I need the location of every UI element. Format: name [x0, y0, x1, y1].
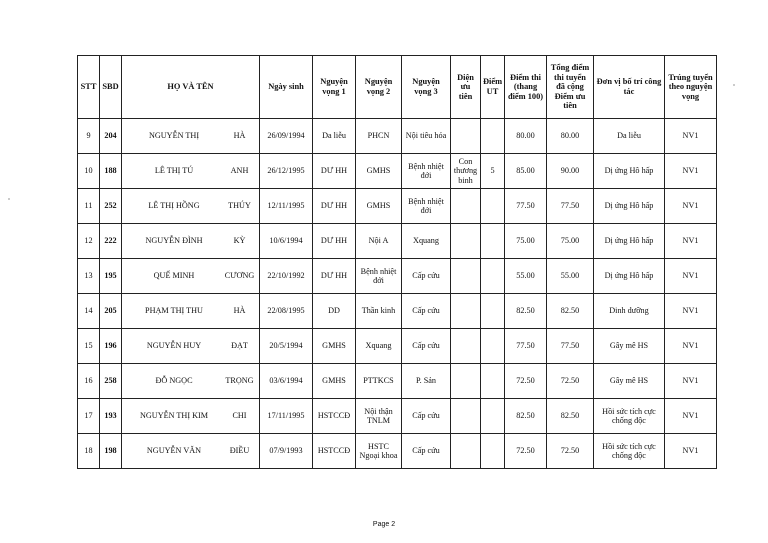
cell-stt: 17 [78, 399, 100, 434]
cell-dien-uu-tien [451, 294, 481, 329]
cell-ten: THÚY [228, 201, 251, 211]
cell-ho: NGUYỄN HUY [146, 341, 202, 351]
cell-ho-ten [122, 329, 260, 364]
cell-ho: NGUYỄN THỊ [148, 131, 200, 141]
cell-dien-uu-tien [451, 189, 481, 224]
cell-ho-ten [122, 189, 260, 224]
cell-sbd: 205 [100, 294, 122, 329]
header-row [78, 56, 717, 119]
cell-diem-ut [481, 259, 505, 294]
cell-nv2: PHCN [356, 119, 402, 154]
cell-ho: NGUYỄN THỊ KIM [139, 411, 209, 421]
cell-stt: 13 [78, 259, 100, 294]
cell-sbd: 188 [100, 154, 122, 189]
cell-ten: HÀ [233, 306, 246, 316]
page-number: Page 2 [372, 521, 396, 528]
cell-ngay-sinh: 26/12/1995 [260, 154, 313, 189]
cell-don-vi: Hồi sức tích cực chống độc [594, 399, 665, 434]
cell-sbd: 204 [100, 119, 122, 154]
cell-diem-ut: 5 [481, 154, 505, 189]
cell-nv3: P. Sản [402, 364, 451, 399]
cell-nv1: HSTCCĐ [313, 399, 356, 434]
cell-ho: LÊ THỊ HỒNG [148, 201, 200, 211]
cell-sbd: 222 [100, 224, 122, 259]
cell-ho-ten [122, 434, 260, 469]
cell-trung-tuyen: NV1 [665, 119, 717, 154]
cell-diem-thi: 77.50 [505, 189, 547, 224]
cell-don-vi: Gây mê HS [594, 329, 665, 364]
cell-nv3: Cấp cứu [402, 259, 451, 294]
cell-dien-uu-tien [451, 329, 481, 364]
cell-nv2: Nội A [356, 224, 402, 259]
cell-stt: 16 [78, 364, 100, 399]
cell-dien-uu-tien [451, 364, 481, 399]
cell-tong-diem: 82.50 [547, 294, 594, 329]
cell-diem-thi: 75.00 [505, 224, 547, 259]
cell-ngay-sinh: 26/09/1994 [260, 119, 313, 154]
cell-diem-thi: 85.00 [505, 154, 547, 189]
cell-nv2: HSTC Ngoại khoa [356, 434, 402, 469]
cell-dien-uu-tien [451, 434, 481, 469]
cell-don-vi: Dị ứng Hô hấp [594, 189, 665, 224]
cell-tong-diem: 55.00 [547, 259, 594, 294]
cell-ngay-sinh: 22/08/1995 [260, 294, 313, 329]
cell-nv2: Xquang [356, 329, 402, 364]
results-body [78, 119, 717, 469]
header-nv2: Nguyện vọng 2 [356, 56, 402, 119]
cell-don-vi: Dị ứng Hô hấp [594, 154, 665, 189]
table-row [78, 399, 717, 434]
cell-sbd: 196 [100, 329, 122, 364]
cell-trung-tuyen: NV1 [665, 329, 717, 364]
cell-nv2: PTTKCS [356, 364, 402, 399]
cell-trung-tuyen: NV1 [665, 224, 717, 259]
cell-don-vi: Dị ứng Hô hấp [594, 259, 665, 294]
cell-dien-uu-tien [451, 119, 481, 154]
cell-sbd: 193 [100, 399, 122, 434]
cell-stt: 11 [78, 189, 100, 224]
cell-nv3: Cấp cứu [402, 329, 451, 364]
cell-tong-diem: 82.50 [547, 399, 594, 434]
header-ho-ten: HỌ VÀ TÊN [122, 56, 260, 119]
header-dien-uu-tien: Diện ưu tiên [451, 56, 481, 119]
cell-diem-thi: 82.50 [505, 399, 547, 434]
cell-ho: QUẾ MINH [153, 271, 195, 281]
cell-trung-tuyen: NV1 [665, 154, 717, 189]
cell-diem-ut [481, 329, 505, 364]
cell-ngay-sinh: 03/6/1994 [260, 364, 313, 399]
cell-sbd: 198 [100, 434, 122, 469]
cell-ten: CHI [232, 411, 247, 421]
cell-diem-ut [481, 119, 505, 154]
cell-sbd: 258 [100, 364, 122, 399]
cell-dien-uu-tien [451, 259, 481, 294]
cell-nv1: DƯ HH [313, 154, 356, 189]
cell-ho-ten [122, 294, 260, 329]
cell-nv1: DD [313, 294, 356, 329]
cell-ngay-sinh: 12/11/1995 [260, 189, 313, 224]
cell-ho: PHẠM THỊ THU [145, 306, 203, 316]
table-row [78, 294, 717, 329]
cell-ten: HÀ [233, 131, 246, 141]
cell-trung-tuyen: NV1 [665, 364, 717, 399]
cell-ho: NGUYỄN ĐÌNH [145, 236, 203, 246]
cell-tong-diem: 72.50 [547, 434, 594, 469]
cell-tong-diem: 77.50 [547, 329, 594, 364]
cell-stt: 14 [78, 294, 100, 329]
cell-nv1: DƯ HH [313, 189, 356, 224]
cell-stt: 18 [78, 434, 100, 469]
cell-don-vi: Dị ứng Hô hấp [594, 224, 665, 259]
cell-ngay-sinh: 07/9/1993 [260, 434, 313, 469]
header-don-vi: Đơn vị bố trí công tác [594, 56, 665, 119]
cell-nv3: Cấp cứu [402, 434, 451, 469]
cell-stt: 12 [78, 224, 100, 259]
cell-ten: ĐIỀU [229, 446, 250, 456]
header-stt: STT [78, 56, 100, 119]
cell-ten: ĐẠT [231, 341, 248, 351]
header-ngay-sinh: Ngày sinh [260, 56, 313, 119]
cell-sbd: 252 [100, 189, 122, 224]
cell-ho-ten [122, 399, 260, 434]
cell-nv2: Thần kinh [356, 294, 402, 329]
cell-ten: TRỌNG [225, 376, 254, 386]
table-row [78, 154, 717, 189]
table-row [78, 189, 717, 224]
cell-stt: 9 [78, 119, 100, 154]
cell-diem-thi: 72.50 [505, 364, 547, 399]
cell-don-vi: Da liễu [594, 119, 665, 154]
cell-ho: LÊ THỊ TÚ [154, 166, 194, 176]
cell-nv3: Nội tiêu hóa [402, 119, 451, 154]
cell-ho-ten [122, 154, 260, 189]
cell-trung-tuyen: NV1 [665, 189, 717, 224]
cell-ngay-sinh: 20/5/1994 [260, 329, 313, 364]
cell-tong-diem: 77.50 [547, 189, 594, 224]
cell-nv2: GMHS [356, 189, 402, 224]
cell-ngay-sinh: 17/11/1995 [260, 399, 313, 434]
cell-trung-tuyen: NV1 [665, 434, 717, 469]
scan-speck [733, 84, 735, 86]
header-sbd: SBD [100, 56, 122, 119]
cell-nv3: Bệnh nhiệt đới [402, 154, 451, 189]
cell-stt: 10 [78, 154, 100, 189]
cell-diem-thi: 82.50 [505, 294, 547, 329]
header-nv3: Nguyện vọng 3 [402, 56, 451, 119]
cell-nv3: Xquang [402, 224, 451, 259]
table-row [78, 224, 717, 259]
cell-don-vi: Dinh dưỡng [594, 294, 665, 329]
scan-speck [8, 198, 10, 200]
cell-nv3: Bệnh nhiệt đới [402, 189, 451, 224]
cell-ten: CƯƠNG [224, 271, 255, 281]
cell-ngay-sinh: 22/10/1992 [260, 259, 313, 294]
cell-stt: 15 [78, 329, 100, 364]
cell-diem-ut [481, 399, 505, 434]
cell-dien-uu-tien: Con thương binh [451, 154, 481, 189]
cell-ten: KỲ [233, 236, 246, 246]
cell-diem-thi: 55.00 [505, 259, 547, 294]
header-tong-diem: Tổng điểm thi tuyển đã cộng Điểm ưu tiên [547, 56, 594, 119]
cell-ho-ten [122, 364, 260, 399]
results-table [77, 55, 717, 469]
cell-dien-uu-tien [451, 224, 481, 259]
cell-ten: ANH [230, 166, 249, 176]
cell-trung-tuyen: NV1 [665, 399, 717, 434]
cell-nv3: Cấp cứu [402, 294, 451, 329]
cell-nv1: DƯ HH [313, 259, 356, 294]
header-nv1: Nguyện vọng 1 [313, 56, 356, 119]
cell-diem-ut [481, 294, 505, 329]
table-row [78, 259, 717, 294]
cell-ho-ten [122, 119, 260, 154]
cell-diem-thi: 77.50 [505, 329, 547, 364]
cell-nv1: Da liễu [313, 119, 356, 154]
table-row [78, 119, 717, 154]
cell-diem-ut [481, 434, 505, 469]
cell-dien-uu-tien [451, 399, 481, 434]
cell-tong-diem: 80.00 [547, 119, 594, 154]
cell-tong-diem: 75.00 [547, 224, 594, 259]
header-trung-tuyen: Trúng tuyển theo nguyện vọng [665, 56, 717, 119]
table-row [78, 364, 717, 399]
cell-sbd: 195 [100, 259, 122, 294]
cell-ho: ĐỖ NGỌC [155, 376, 193, 386]
header-diem-ut: Điểm UT [481, 56, 505, 119]
cell-ngay-sinh: 10/6/1994 [260, 224, 313, 259]
table-row [78, 434, 717, 469]
cell-diem-ut [481, 364, 505, 399]
cell-nv1: DƯ HH [313, 224, 356, 259]
cell-diem-ut [481, 189, 505, 224]
cell-ho-ten [122, 259, 260, 294]
cell-don-vi: Hồi sức tích cực chống độc [594, 434, 665, 469]
cell-ho-ten [122, 224, 260, 259]
cell-trung-tuyen: NV1 [665, 294, 717, 329]
cell-nv1: GMHS [313, 329, 356, 364]
cell-trung-tuyen: NV1 [665, 259, 717, 294]
cell-nv3: Cấp cứu [402, 399, 451, 434]
cell-nv1: HSTCCĐ [313, 434, 356, 469]
cell-nv2: Bệnh nhiệt đới [356, 259, 402, 294]
table-row [78, 329, 717, 364]
cell-diem-thi: 80.00 [505, 119, 547, 154]
cell-tong-diem: 90.00 [547, 154, 594, 189]
cell-nv2: Nội thận TNLM [356, 399, 402, 434]
header-diem-thi: Điểm thi (thang điểm 100) [505, 56, 547, 119]
cell-diem-ut [481, 224, 505, 259]
cell-ho: NGUYỄN VĂN [146, 446, 202, 456]
cell-tong-diem: 72.50 [547, 364, 594, 399]
cell-nv1: GMHS [313, 364, 356, 399]
cell-don-vi: Gây mê HS [594, 364, 665, 399]
cell-nv2: GMHS [356, 154, 402, 189]
cell-diem-thi: 72.50 [505, 434, 547, 469]
